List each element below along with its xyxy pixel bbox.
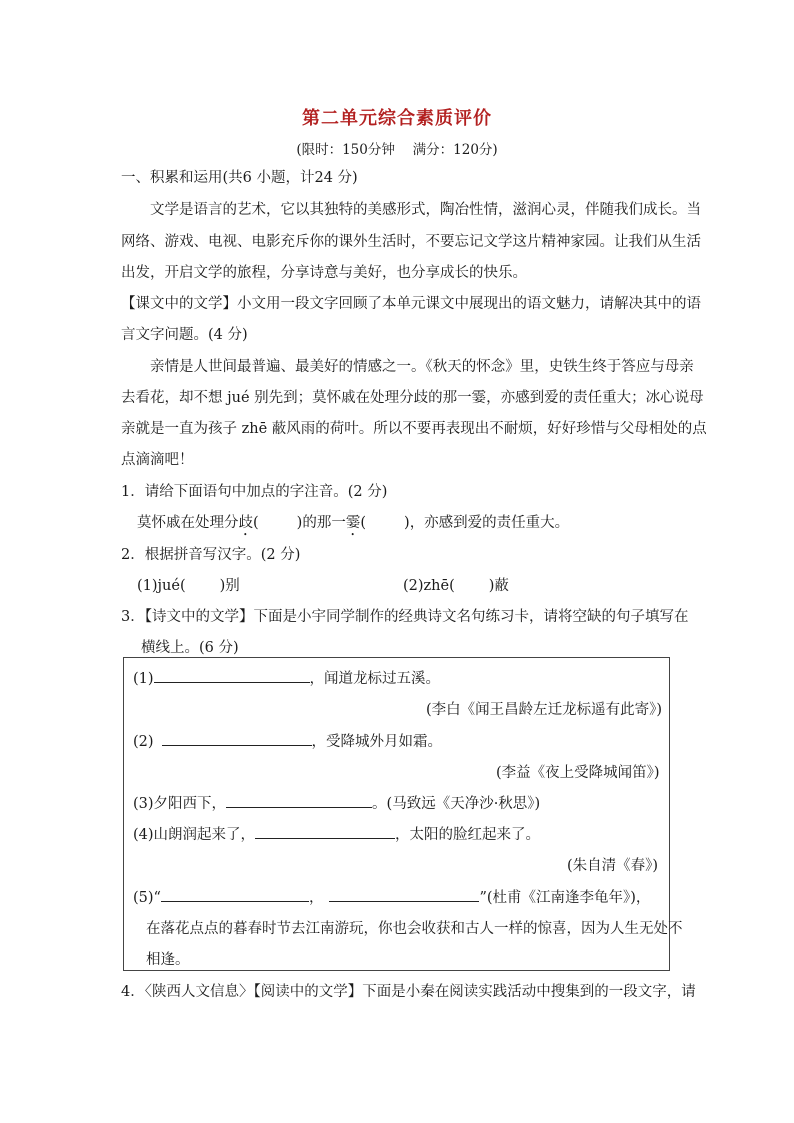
passage-line-3: 亲就是一直为孩子 zhē 蔽风雨的荷叶。所以不要再表现出不耐烦，好好珍惜与父母相处的点: [121, 421, 707, 437]
intro-line-2: 网络、游戏、电视、电影充斥你的课外生活时，不要忘记文学这片精神家园。让我们从生活: [121, 234, 701, 250]
course-line-1: 【课文中的文学】小文用一段文字回顾了本单元课文中展现出的语文魅力，请解决其中的语: [121, 296, 701, 312]
q3-blank-2[interactable]: [162, 732, 312, 746]
q3-blank-5a[interactable]: [161, 888, 309, 902]
q2-item-1: (1)jué( )别: [137, 578, 240, 594]
q1-sentence: 莫怀戚在处理分歧( )的那一霎( )，亦感到爱的责任重大。: [137, 515, 570, 531]
q2-item-2: (2)zhē( )蔽: [403, 578, 509, 594]
q3-stem-line-1: 3．【诗文中的文学】下面是小宇同学制作的经典诗文名句练习卡，请将空缺的句子填写在: [121, 609, 689, 625]
q3-item-4-source: (朱自清《春》): [567, 858, 659, 874]
course-line-2: 言文字问题。(4 分): [121, 327, 248, 343]
q3-item-5-line-3: 相逢。: [146, 952, 190, 968]
q3-item-1-source: (李白《闻王昌龄左迁龙标遥有此寄》): [426, 702, 663, 718]
q1-dotted-char-2: 霎: [345, 515, 361, 531]
q1-dotted-char-1: 歧: [238, 515, 253, 531]
intro-line-3: 出发，开启文学的旅程，分享诗意与美好，也分享成长的快乐。: [121, 265, 527, 281]
passage-line-2: 去看花，却不想 jué 别先到；莫怀戚在处理分歧的那一霎，亦感到爱的责任重大；冰心说母: [121, 390, 704, 406]
q3-item-5-line-2: 在落花点点的暮春时节去江南游玩，你也会收获和古人一样的惊喜，因为人生无处不: [146, 921, 683, 937]
time-score-info: (限时：150分钟 满分：120分): [296, 142, 498, 158]
q3-item-1: (1) ，闻道龙标过五溪。: [133, 671, 441, 687]
q1-text-a: 莫怀戚在处理分: [137, 515, 239, 531]
passage-line-4: 点滴滴吧！: [121, 452, 194, 468]
q3-blank-4[interactable]: [255, 825, 395, 839]
intro-line-1: 文学是语言的艺术，它以其独特的美感形式，陶冶性情，滋润心灵，伴随我们成长。当: [150, 202, 701, 218]
q1-text-b: 的那一: [302, 515, 346, 531]
page-title: 第二单元综合素质评价: [302, 108, 492, 129]
q3-blank-5b[interactable]: [329, 888, 479, 902]
q1-stem: 1．请给下面语句中加点的字注音。(2 分): [121, 484, 388, 500]
q3-stem-line-2: 横线上。(6 分): [141, 640, 239, 656]
q3-item-4: (4)山朗润起来了， ，太阳的脸红起来了。: [133, 827, 541, 843]
passage-line-1: 亲情是人世间最普遍、最美好的情感之一。《秋天的怀念》里，史铁生终于答应与母亲: [150, 359, 694, 375]
section-heading: 一、积累和运用(共6 小题，计24 分): [121, 170, 358, 186]
q4-stem: 4．〈陕西人文信息〉【阅读中的文学】下面是小秦在阅读实践活动中搜集到的一段文字，请: [121, 984, 696, 1000]
q3-item-2-source: (李益《夜上受降城闻笛》): [496, 765, 660, 781]
q3-item-3: (3)夕阳西下， 。(马致远《天净沙·秋思》): [133, 796, 541, 812]
q1-text-c: ，亦感到爱的责任重大。: [409, 515, 570, 531]
q3-item-5: (5)“ ， ”(杜甫《江南逢李龟年》)，: [133, 890, 651, 906]
q3-item-2: (2) ，受降城外月如霜。: [133, 734, 443, 750]
q3-blank-1[interactable]: [154, 669, 310, 683]
q3-blank-3[interactable]: [226, 794, 372, 808]
q2-stem: 2．根据拼音写汉字。(2 分): [121, 547, 301, 563]
